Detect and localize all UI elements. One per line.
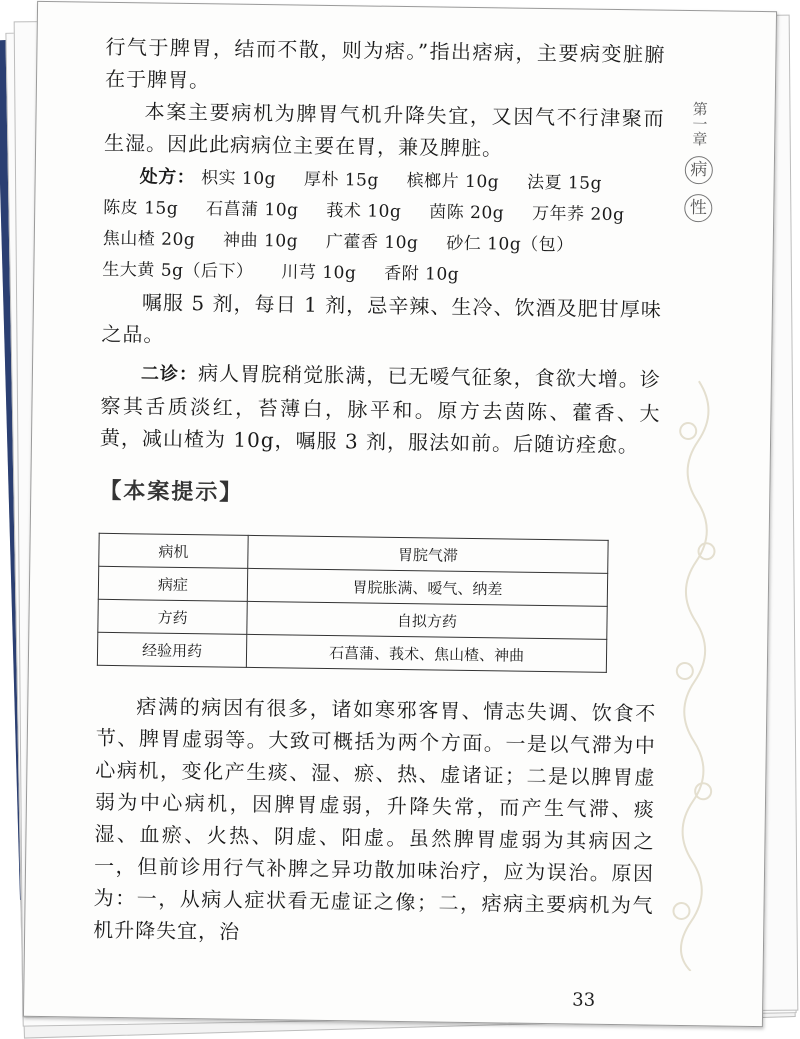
herb-item: 枳实 10g xyxy=(200,168,277,190)
herb-item: 砂仁 10g（包） xyxy=(446,233,574,256)
table-value: 石菖蒲、莪术、焦山楂、神曲 xyxy=(246,634,606,672)
herb-item: 焦山楂 20g xyxy=(102,228,196,251)
herb-item: 广藿香 10g xyxy=(325,231,419,254)
herb-item: 法夏 15g xyxy=(526,172,603,194)
prescription-label: 处方： xyxy=(139,166,196,189)
section-title: 【本案提示】 xyxy=(99,477,244,506)
second-visit-text: 病人胃脘稍觉胀满，已无嗳气征象，食欲大增。诊察其舌质淡红，苔薄白，脉平和。原方去茵陈、藿香、大黄，减山楂为 10g，嘱服 3 剂，服法如前。后随访痊愈。 xyxy=(99,361,662,458)
table-value: 自拟方药 xyxy=(247,601,607,639)
herb-item: 生大黄 5g（后下） xyxy=(102,259,254,282)
herb-item: 槟榔片 10g xyxy=(406,171,500,193)
paragraph-2: 本案主要病机为脾胃气机升降失宜，又因气不行津聚而生湿。因此此病病位主要在胃，兼及脾脏。 xyxy=(103,99,665,161)
herb-item: 厚朴 15g xyxy=(303,169,379,191)
herb-item: 石菖蒲 10g xyxy=(205,199,299,221)
chapter-side-tab xyxy=(683,101,715,226)
decorative-ornament xyxy=(651,371,739,972)
paragraph-analysis: 痞满的病因有很多，诸如寒邪客胃、情志失调、饮食不节、脾胃虚弱等。大致可概括为两个方面。一是以气滞为中心病机，变化产生痰、湿、瘀、热、虚诸证；二是以脾胃虚弱为中心病机，因脾胃虚弱，升降失常，而产生气滞、痰湿、血瘀、火热、阴虚、阳虚。虽然脾胃虚弱为其病因之一，但前诊用行气补脾之异功散加味治疗，应为误治。原因为：一，从病人症状看无虚证之像；二，痞病主要病机为气机升降失宜，治 xyxy=(92,694,657,944)
table-key: 病机 xyxy=(99,533,248,568)
paragraph-1: 行气于脾胃，结而不散，则为痞。”指出痞病，主要病变脏腑在于脾胃。 xyxy=(104,34,666,93)
page-number: 33 xyxy=(572,989,596,1011)
table-row xyxy=(97,632,606,672)
book-page xyxy=(23,1,777,1027)
herb-item: 川芎 10g xyxy=(281,262,357,284)
table-key: 方药 xyxy=(98,599,247,634)
herb-item: 香附 10g xyxy=(384,263,460,285)
chapter-label: 第一章 xyxy=(690,101,709,147)
paragraph-dosage: 嘱服 5 剂，每日 1 剂，忌辛辣、生冷、饮酒及肥甘厚味之品。 xyxy=(101,290,663,347)
chapter-char-1: 病 xyxy=(685,156,713,184)
summary-table xyxy=(97,533,609,673)
table-key: 病症 xyxy=(98,566,247,601)
herb-item: 万年荞 20g xyxy=(531,203,625,226)
herb-item: 陈皮 15g xyxy=(103,197,179,219)
table-key: 经验用药 xyxy=(97,632,246,667)
table-value: 胃脘气滞 xyxy=(248,535,608,573)
herb-item: 神曲 10g xyxy=(222,230,299,252)
table-value: 胃脘胀满、嗳气、纳差 xyxy=(247,568,607,606)
prescription xyxy=(102,161,664,294)
chapter-char-2: 性 xyxy=(684,194,712,222)
second-visit-label: 二诊： xyxy=(140,363,199,386)
herb-item: 莪术 10g xyxy=(326,200,402,222)
herb-item: 茵陈 20g xyxy=(429,202,505,224)
paragraph-second-visit xyxy=(100,356,661,462)
page-content xyxy=(93,31,666,954)
